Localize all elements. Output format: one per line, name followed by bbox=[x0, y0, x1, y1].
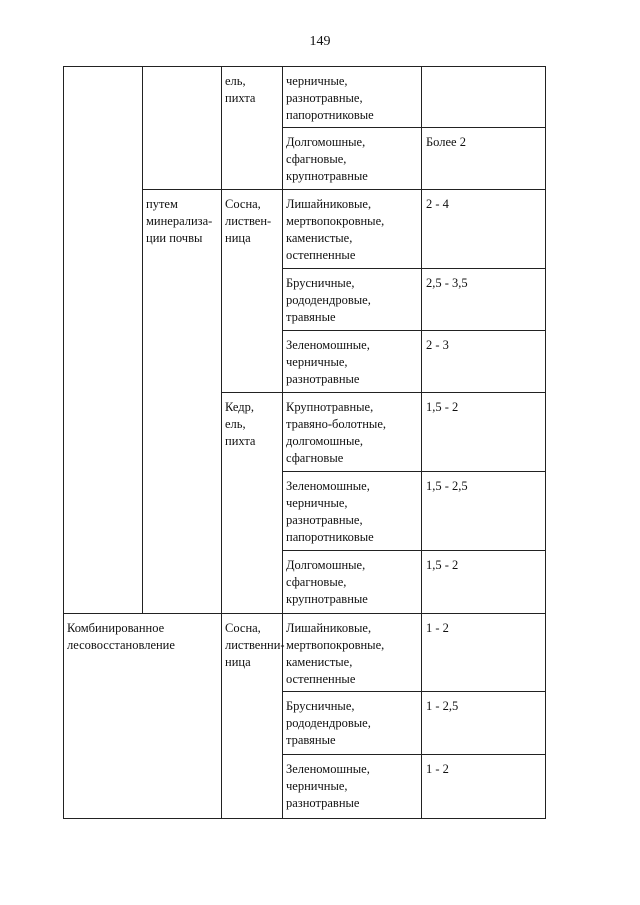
forest-type-cell: Зеленомошные, черничные, разнотравные bbox=[283, 755, 422, 819]
forest-regeneration-table bbox=[63, 66, 546, 819]
forest-type-cell: Долгомошные, сфагновые, крупнотравные bbox=[283, 551, 422, 614]
value-cell: 1 - 2,5 bbox=[422, 692, 546, 755]
forest-type-cell: Зеленомошные, черничные, разнотравные, папоротниковые bbox=[283, 472, 422, 551]
species-cell: Сосна, лиственни- ница bbox=[222, 614, 283, 819]
forest-type-cell: Брусничные, рододендровые, травяные bbox=[283, 269, 422, 331]
value-cell: Более 2 bbox=[422, 128, 546, 190]
value-cell: 1,5 - 2,5 bbox=[422, 472, 546, 551]
value-cell bbox=[422, 67, 546, 128]
submethod-cell: путем минерализа- ции почвы bbox=[143, 190, 222, 614]
forest-type-cell: Долгомошные, сфагновые, крупнотравные bbox=[283, 128, 422, 190]
value-cell: 1 - 2 bbox=[422, 755, 546, 819]
forest-type-cell: Лишайниковые, мертвопокровные, каменистые, остепненные bbox=[283, 614, 422, 692]
table-row bbox=[64, 614, 546, 692]
forest-type-cell: Зеленомошные, черничные, разнотравные bbox=[283, 331, 422, 393]
species-cell: ель, пихта bbox=[222, 67, 283, 190]
submethod-cell bbox=[143, 67, 222, 190]
value-cell: 2,5 - 3,5 bbox=[422, 269, 546, 331]
value-cell: 2 - 4 bbox=[422, 190, 546, 269]
species-cell: Кедр, ель, пихта bbox=[222, 393, 283, 614]
forest-type-cell: Брусничные, рододендровые, травяные bbox=[283, 692, 422, 755]
table-row bbox=[64, 67, 546, 128]
species-cell: Сосна, листвен- ница bbox=[222, 190, 283, 393]
method-cell bbox=[64, 67, 143, 614]
value-cell: 1,5 - 2 bbox=[422, 551, 546, 614]
method-cell: Комбинированное лесовосстановление bbox=[64, 614, 222, 819]
value-cell: 2 - 3 bbox=[422, 331, 546, 393]
forest-type-cell: черничные, разнотравные, папоротниковые bbox=[283, 67, 422, 128]
value-cell: 1,5 - 2 bbox=[422, 393, 546, 472]
forest-type-cell: Крупнотравные, травяно-болотные, долгомошные, сфагновые bbox=[283, 393, 422, 472]
value-cell: 1 - 2 bbox=[422, 614, 546, 692]
forest-type-cell: Лишайниковые, мертвопокровные, каменистые, остепненные bbox=[283, 190, 422, 269]
page-number: 149 bbox=[309, 34, 331, 49]
